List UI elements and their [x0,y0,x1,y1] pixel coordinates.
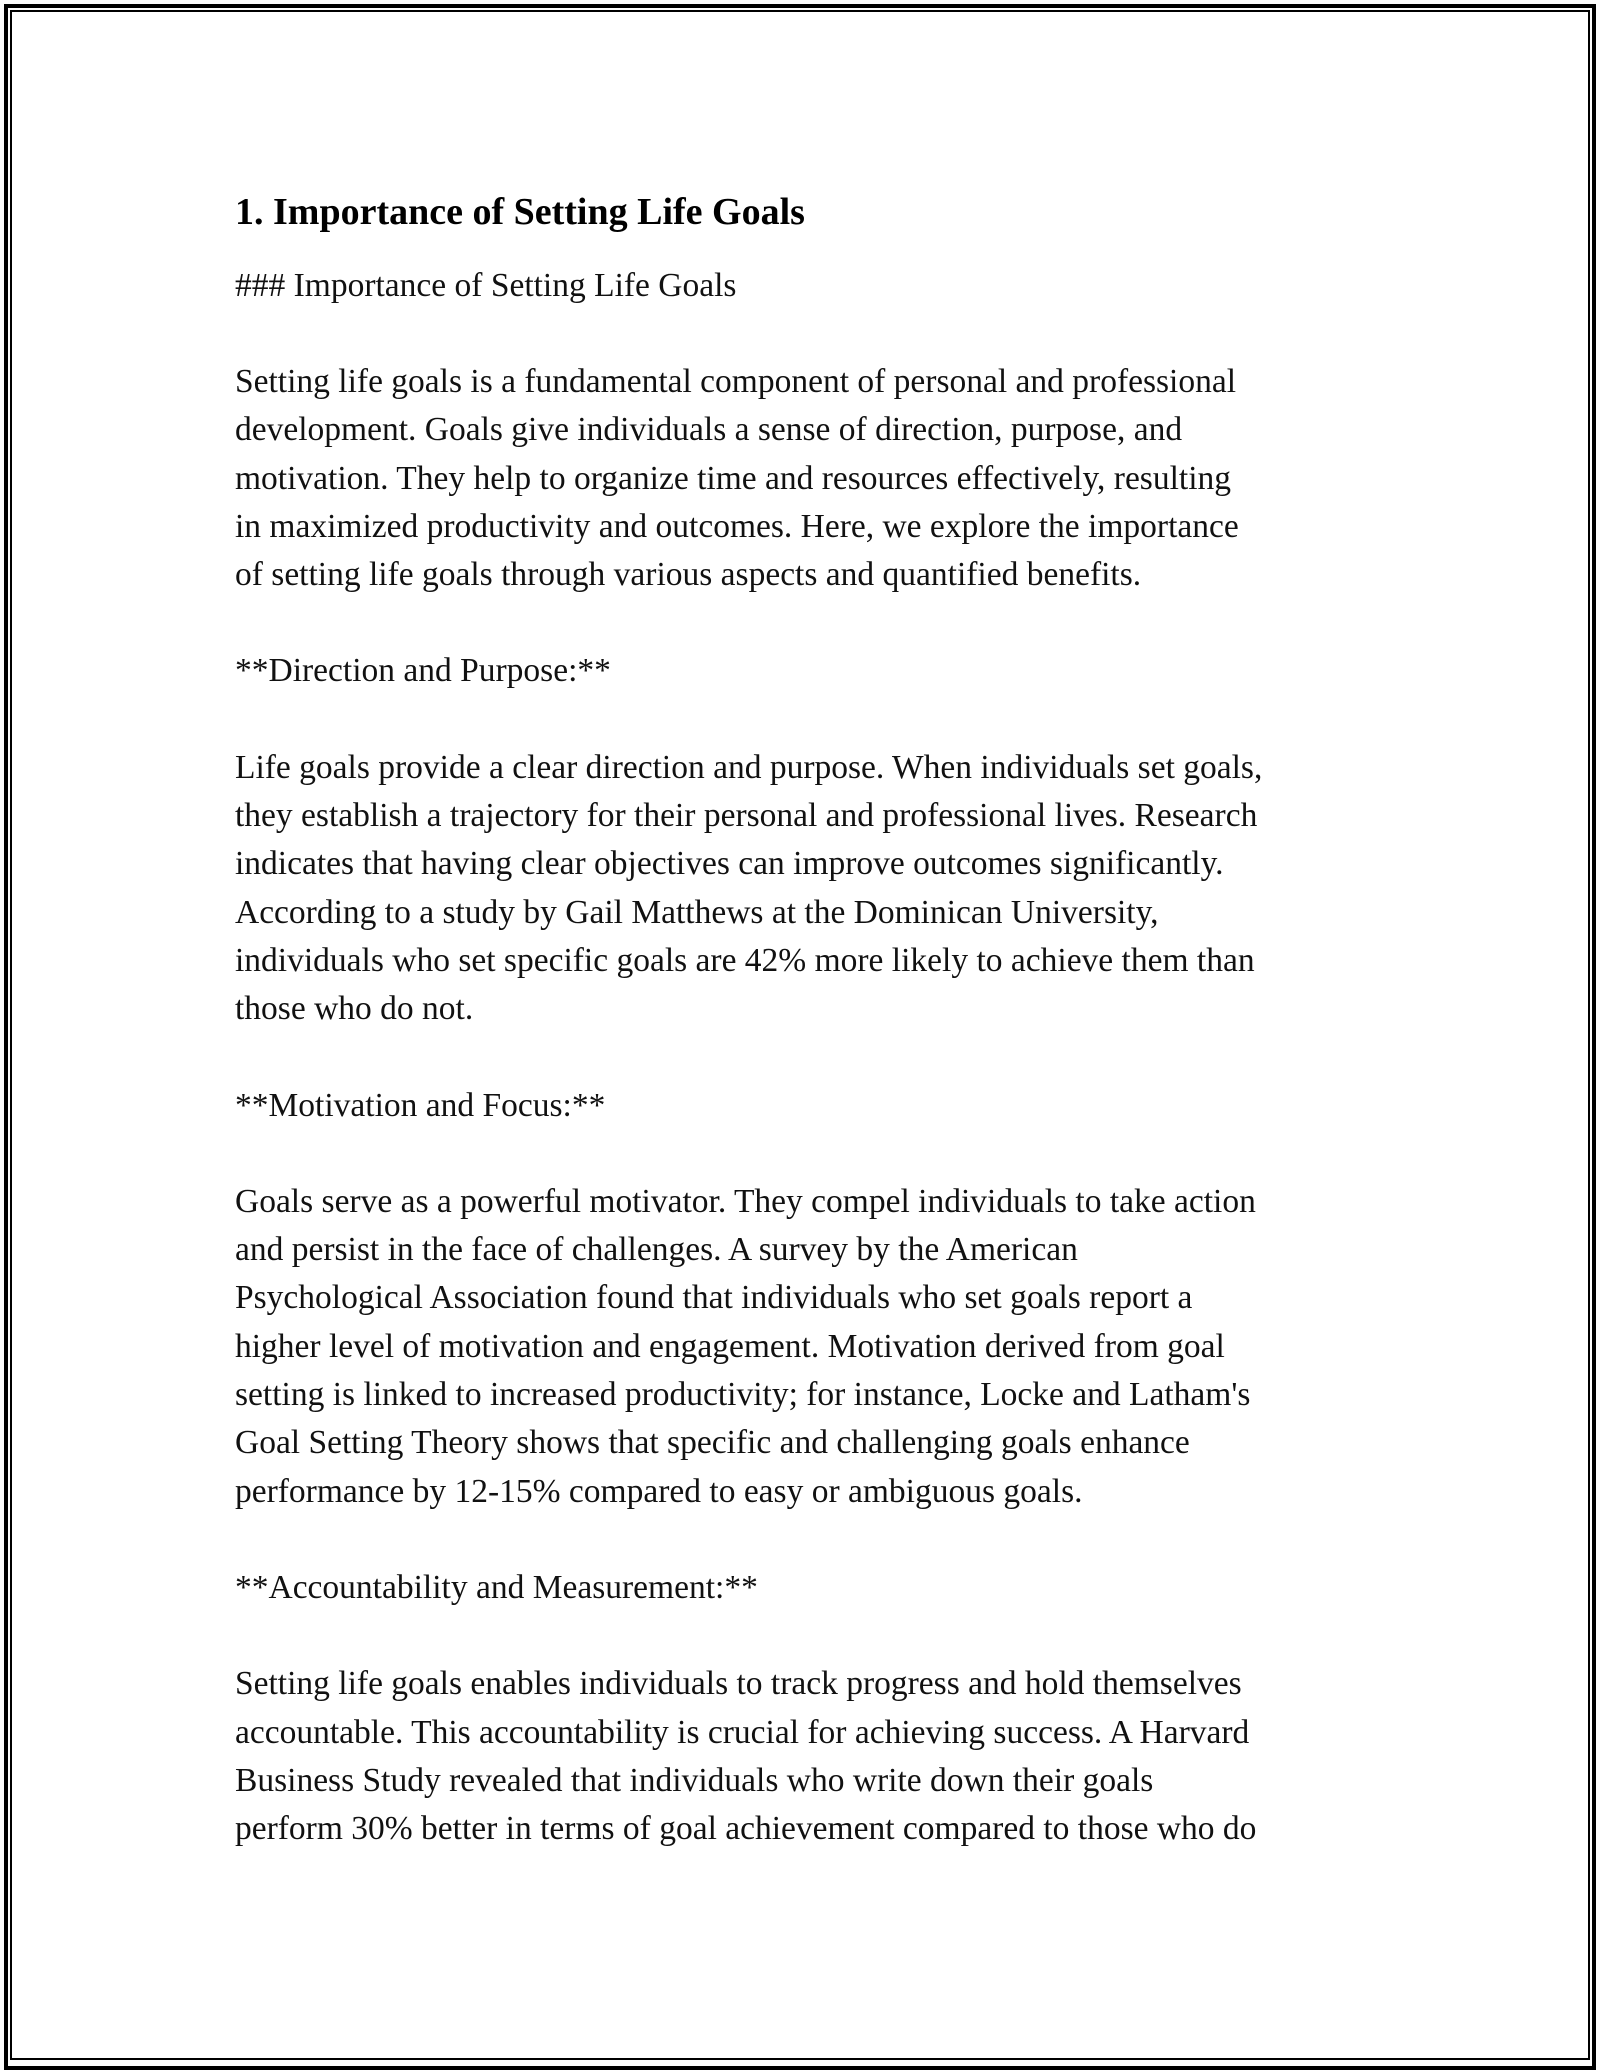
section-subheading: ### Importance of Setting Life Goals [235,267,737,304]
document-title: 1. Importance of Setting Life Goals [235,191,805,233]
direction-purpose-paragraph: Life goals provide a clear direction and purpose. When individuals set goals, they establish a trajectory for their personal and professional lives. Research indicates that having clear objectives can improve outcomes significantly. According to a study by Gail Matthews at the Dominican University, individuals who set specific goals are 42% more likely to achieve them than those who do not. [235,748,1263,1028]
accountability-measurement-paragraph: Setting life goals enables individuals to track progress and hold themselves accountable. This accountability is crucial for achieving success. A Harvard Business Study revealed that individuals who write down their goals perform 30% better in terms of goal achievement compared to those who do [235,1665,1257,1848]
intro-paragraph: Setting life goals is a fundamental component of personal and professional development. Goals give individuals a sense of direction, purpose, and motivation. They help to organize time and resources effectively, resulting in maximized productivity and outcomes. Here, we explore the importance of setting life goals through various aspects and quantified benefits. [235,363,1239,594]
document-body [235,186,1395,1853]
motivation-focus-label: **Motivation and Focus:** [235,1086,606,1124]
motivation-focus-paragraph: Goals serve as a powerful motivator. They compel individuals to take action and persist in the face of challenges. A survey by the American Psychological Association found that individuals who set goals report a higher level of motivation and engagement. Motivation derived from goal setting is linked to increased productivity; for instance, Locke and Latham's Goal Setting Theory shows that specific and challenging goals enhance performance by 12-15% compared to easy or ambiguous goals. [235,1182,1256,1510]
accountability-measurement-label: **Accountability and Measurement:** [235,1568,758,1606]
direction-purpose-label: **Direction and Purpose:** [235,652,611,690]
